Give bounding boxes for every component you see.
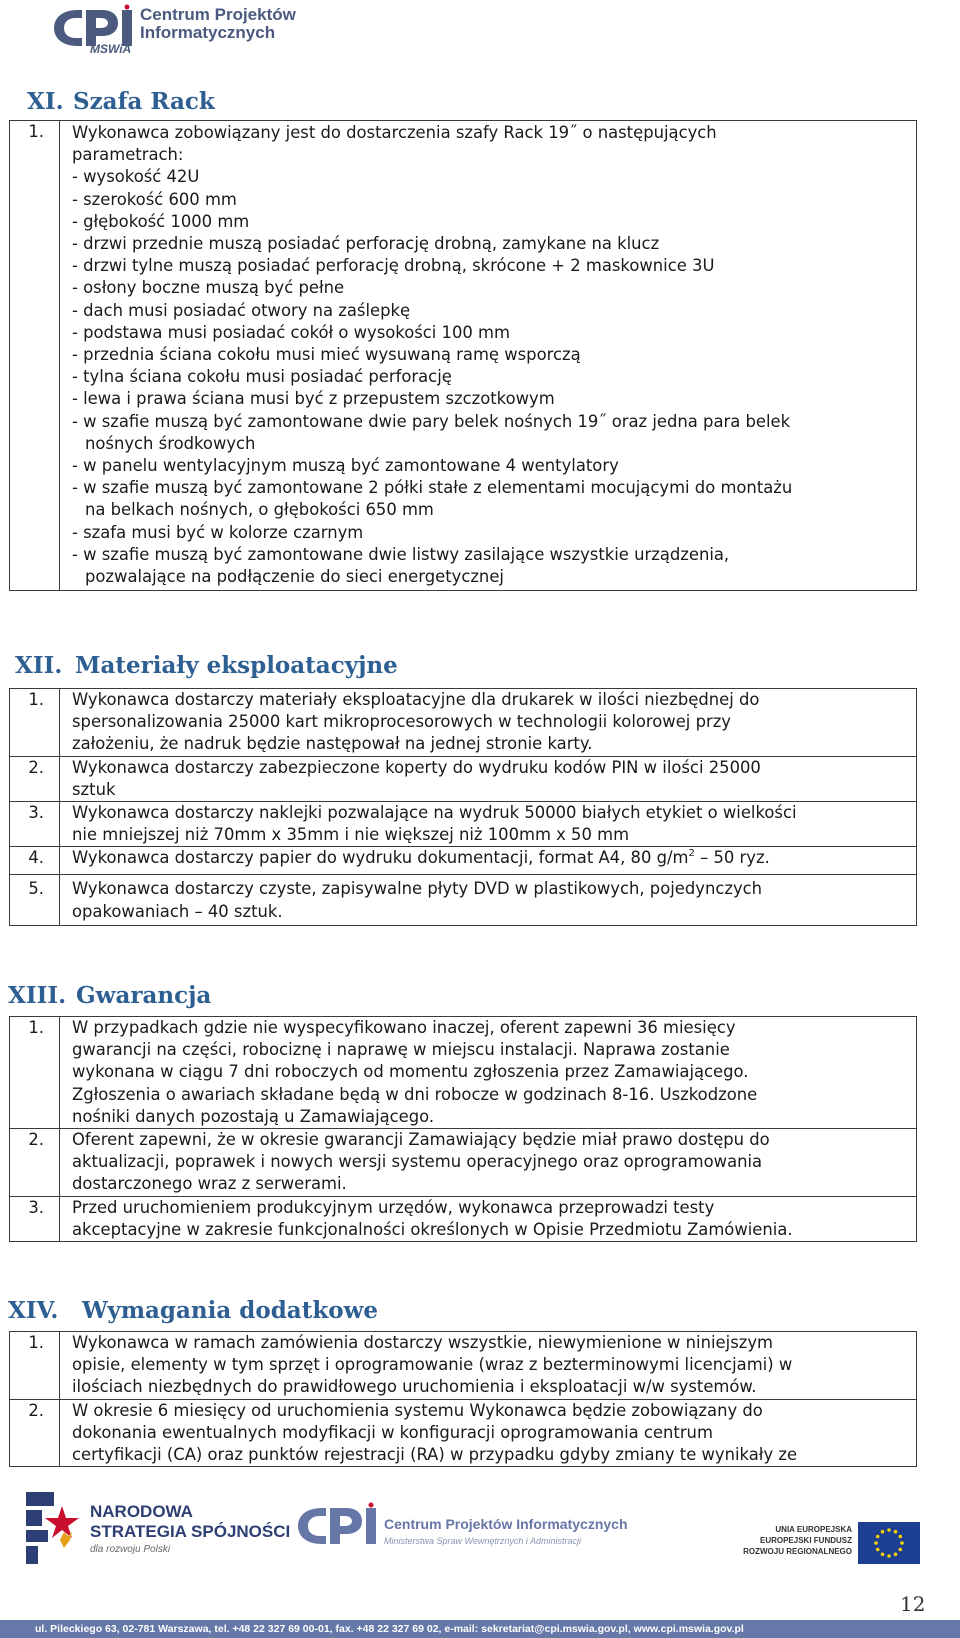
table-row <box>10 756 917 801</box>
page-footer <box>0 1480 960 1638</box>
materials-table <box>9 688 917 926</box>
rack-requirements-table <box>9 120 917 591</box>
table-row <box>10 689 917 757</box>
cpi-footer-name: Centrum Projektów Informatycznych <box>384 1516 628 1532</box>
star-logo-icon <box>24 1488 86 1568</box>
table-row <box>10 1017 917 1129</box>
footer-address-band <box>0 1620 960 1638</box>
narodowa-strategia-logo <box>24 1480 291 1580</box>
table-row <box>10 121 917 591</box>
item-text: Wykonawca w ramach zamówienia dostarczy wszystkie, niewymienione w niniejszym opisie, elementy w tym sprzęt i oprogramowanie (wraz z bezterminowymi licencjami) w ilościach niezbędnych do prawidłowego uruchomienia i eksploatacji w/w systemów. <box>60 1332 917 1400</box>
item-number: 2. <box>10 756 60 801</box>
page-number: 12 <box>900 1592 926 1616</box>
item-number: 1. <box>10 1017 60 1129</box>
eu-logo <box>722 1522 922 1570</box>
item-text: Oferent zapewni, że w okresie gwarancji Zamawiający będzie miał prawo dostępu do aktualizacji, poprawek i nowych wersji systemu operacyjnego oraz oprogramowania dostarczonego wraz z serwerami. <box>60 1129 917 1197</box>
item-text: Wykonawca dostarczy naklejki pozwalające na wydruk 50000 białych etykiet o wielkości nie mniejszej niż 70mm x 35mm i nie większej niż 100mm x 50 mm <box>60 802 917 847</box>
table-row <box>10 1196 917 1241</box>
item-text: Wykonawca dostarczy papier do wydruku dokumentacji, format A4, 80 $g/m^2 - 50$ ryz. <box>60 847 917 875</box>
item-number: 5. <box>10 875 60 925</box>
ns-title: NARODOWA STRATEGIA SPÓJNOŚCI <box>90 1502 291 1541</box>
ns-tagline: dla rozwoju Polski <box>90 1544 171 1555</box>
table-row <box>10 1332 917 1400</box>
table-row <box>10 875 917 925</box>
section-title-materials: XII. Materiały eksploatacyjne <box>15 652 398 679</box>
cpi-footer-subtitle: Ministerstwa Spraw Wewnętrznych i Administracji <box>384 1536 582 1546</box>
header-mswia-label: MSWiA <box>90 42 132 56</box>
item-number: 1. <box>10 1332 60 1400</box>
eu-flag-icon <box>858 1522 920 1564</box>
item-text: Wykonawca zobowiązany jest do dostarczenia szafy Rack 19˝ o następujących parametrach: - wysokość 42U - szerokość 600 mm - głębokość 1000 mm - drzwi przednie muszą posiadać perforację drobną, zamykane na klucz - drzwi tylne muszą posiadać perforację drobną, skrócone + 2 maskownice 3U - osłony boczne muszą być pełne - dach musi posiadać otwory na zaślepkę - podstawa musi posiadać cokół o wysokości 100 mm - przednia ściana cokołu musi mieć wysuwaną ramę wsporczą - tylna ściana cokołu musi posiadać perforację - lewa i prawa ściana musi być z przepustem szczotkowym - w szafie muszą być zamontowane dwie pary belek nośnych 19˝ oraz jedna para belek nośnych środkowych - w panelu wentylacyjnym muszą być zamontowane 4 wentylatory - w szafie muszą być zamontowane 2 półki stałe z elementami mocującymi do montażu na belkach nośnych, o głębokości 650 mm - szafa musi być w kolorze czarnym - w szafie muszą być zamontowane dwie listwy zasilające wszystkie urządzenia, pozwalające na podłączenie do sieci energetycznej <box>60 121 917 591</box>
item-number: 4. <box>10 847 60 875</box>
item-number: 1. <box>10 121 60 591</box>
table-row <box>10 847 917 875</box>
item-text: W przypadkach gdzie nie wyspecyfikowano inaczej, oferent zapewni 36 miesięcy gwarancji na części, robociznę i naprawę w miejscu instalacji. Naprawa zostanie wykonana w ciągu 7 dni roboczych od momentu zgłoszenia przez Zamawiającego. Zgłoszenia o awariach składane będą w dni robocze w godzinach 8-16. Uszkodzone nośniki danych pozostają u Zamawiającego. <box>60 1017 917 1129</box>
footer-address: ul. Pileckiego 63, 02-781 Warszawa, tel. +48 22 327 69 00-01, fax. +48 22 327 69 02, e-mail: sekretariat@cpi.mswia.gov.pl, www.cpi.mswia.gov.pl <box>35 1623 744 1635</box>
header-logo <box>52 2 314 56</box>
cpi-footer-logo <box>296 1502 642 1562</box>
item-number: 2. <box>10 1129 60 1197</box>
item-number: 3. <box>10 1196 60 1241</box>
header-org-name: Centrum Projektów Informatycznych <box>140 5 296 42</box>
additional-requirements-table <box>9 1331 917 1467</box>
cpi-logo-icon <box>296 1502 382 1548</box>
section-title-rack: XI. Szafa Rack <box>27 88 215 115</box>
item-text: Przed uruchomieniem produkcyjnym urzędów, wykonawca przeprowadzi testy akceptacyjne w zakresie funkcjonalności określonych w Opisie Przedmiotu Zamówienia. <box>60 1196 917 1241</box>
item-text: Wykonawca dostarczy zabezpieczone koperty do wydruku kodów PIN w ilości 25000 sztuk <box>60 756 917 801</box>
item-text: Wykonawca dostarczy czyste, zapisywalne płyty DVD w plastikowych, pojedynczych opakowaniach – 40 sztuk. <box>60 875 917 925</box>
item-text: Wykonawca dostarczy materiały eksploatacyjne dla drukarek w ilości niezbędnej do spersonalizowania 25000 kart mikroprocesorowych w technologii kolorowej przy założeniu, że nadruk będzie następował na jednej stronie karty. <box>60 689 917 757</box>
item-text: W okresie 6 miesięcy od uruchomienia systemu Wykonawca będzie zobowiązany do dokonania ewentualnych modyfikacji w konfiguracji oprogramowania centrum certyfikacji (CA) oraz punktów rejestracji (RA) w przypadku gdyby zmiany te wynikały ze <box>60 1399 917 1467</box>
section-title-additional: XIV. Wymagania dodatkowe <box>8 1297 379 1324</box>
item-number: 3. <box>10 802 60 847</box>
table-row <box>10 1399 917 1467</box>
item-number: 2. <box>10 1399 60 1467</box>
section-title-warranty: XIII. Gwarancja <box>8 982 212 1009</box>
eu-text: UNIA EUROPEJSKA EUROPEJSKI FUNDUSZ ROZWOJU REGIONALNEGO <box>743 1525 852 1556</box>
warranty-table <box>9 1016 917 1242</box>
table-row <box>10 1129 917 1197</box>
table-row <box>10 802 917 847</box>
item-number: 1. <box>10 689 60 757</box>
